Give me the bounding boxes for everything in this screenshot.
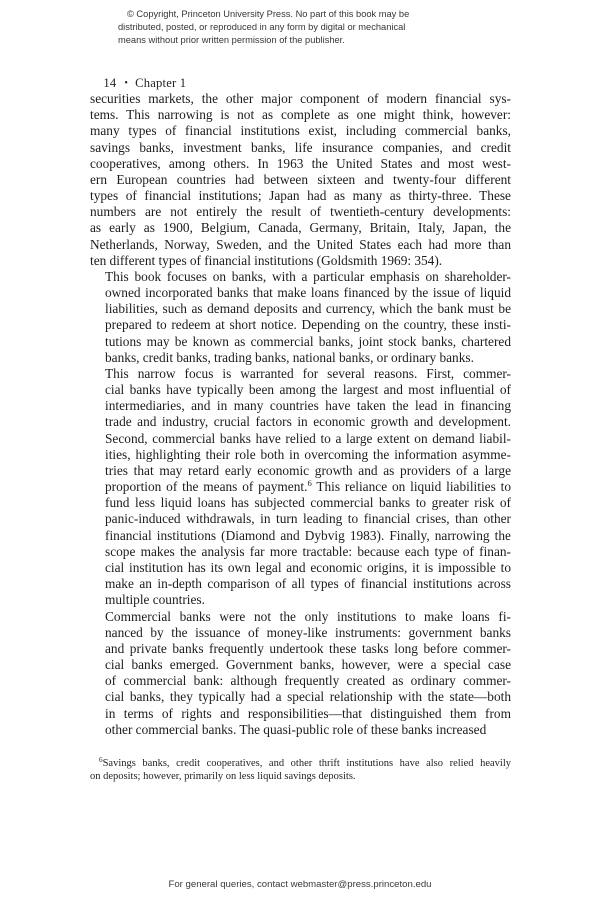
footnote-line-2: on deposits; however, primarily on less liquid savings deposits. (90, 771, 356, 783)
body-line: securities markets, the other major component of modern financial sys- (90, 91, 511, 106)
body-line: Netherlands, Norway, Sweden, and the United States each had more than (90, 236, 511, 252)
body-line: ten different types of financial institutions (Goldsmith 1969: 354). (90, 252, 443, 268)
body-line: scope makes the analysis far more tractable: because each type of finan- (105, 543, 511, 559)
body-line: other commercial banks. The quasi-public role of these banks increased (105, 721, 487, 737)
body-paragraph (90, 91, 511, 269)
copyright-notice (118, 8, 484, 48)
body-text-column (90, 91, 511, 738)
body-line: cooperatives, among others. In 1963 the United States and most west- (90, 155, 511, 171)
body-line: types of financial institutions; Japan had as many as thirty-three. These (90, 188, 511, 204)
body-line: liabilities, such as demand deposits and currency, which the bank must be (105, 301, 511, 317)
body-line: financial institutions (Diamond and Dybvig 1983). Finally, narrowing the (105, 527, 511, 543)
body-paragraph (90, 609, 511, 738)
body-line: multiple countries. (105, 592, 205, 608)
body-line: Commercial banks were not the only institutions to make loans fi- (105, 608, 511, 624)
body-line: tries that may retard early economic growth and as providers of a large (105, 462, 511, 478)
page-number: 14 (103, 76, 117, 90)
body-line: make an in-depth comparison of all types of financial institutions across (105, 576, 511, 592)
footnote-reference[interactable]: 6 (307, 478, 312, 489)
body-line: many types of financial institutions exist, including commercial banks, (90, 123, 511, 139)
body-line: prepared to redeem at short notice. Depending on the country, these insti- (105, 317, 511, 333)
body-paragraph (90, 269, 511, 366)
copyright-line-3: means without prior written permission of the publisher. (118, 35, 345, 46)
body-line: owned incorporated banks that make loans financed by the issue of liquid (105, 285, 511, 301)
body-paragraph (90, 366, 511, 609)
copyright-line-2: distributed, posted, or reproduced in any form by digital or mechanical (118, 22, 406, 33)
body-line: ities, highlighting their role both in overcoming the information asymme- (105, 446, 511, 462)
body-line: as early as 1900, Belgium, Canada, Germany, Britain, Italy, Japan, the (90, 220, 511, 236)
body-line: trade and industry, crucial factors in economic growth and development. (105, 414, 511, 430)
body-line: This book focuses on banks, with a particular emphasis on shareholder- (105, 268, 511, 284)
body-line: in terms of rights and responsibilities—that distinguished them from (105, 705, 511, 721)
body-line: savings banks, investment banks, life insurance companies, and credit (90, 139, 511, 155)
body-line: This narrow focus is warranted for several reasons. First, commer- (105, 365, 511, 381)
separator-bullet: • (124, 77, 129, 89)
chapter-label: Chapter 1 (135, 76, 187, 90)
footnote-line-1 (90, 757, 511, 770)
body-line: Second, commercial banks have relied to a large extent on demand liabil- (105, 430, 511, 446)
body-line: intermediaries, and in many countries have taken the lead in financing (105, 398, 511, 414)
footnote-block (90, 757, 511, 783)
body-line: nanced by the issuance of money-like instruments: government banks (105, 624, 511, 640)
body-line: tutions may be known as commercial banks, joint stock banks, chartered (105, 333, 511, 349)
body-line: panic-induced withdrawals, in turn leading to financial crises, than other (105, 511, 511, 527)
body-line: and private banks frequently undertook these tasks long before commer- (105, 640, 511, 656)
body-line: banks, credit banks, trading banks, national banks, or ordinary banks. (105, 349, 474, 365)
footnote-text-1: Savings banks, credit cooperatives, and other thrift institutions have also relied heavily (102, 758, 511, 769)
body-line: cial banks, they typically had a special relationship with the state—both (105, 689, 511, 705)
footnote-marker: 6 (99, 756, 103, 764)
body-line: tems. This narrowing is not as complete as one might think, however: (90, 107, 511, 123)
body-line: numbers are not entirely the result of twentieth-century developments: (90, 204, 511, 220)
body-line: cial banks emerged. Government banks, however, were a special case (105, 657, 511, 673)
body-line: proportion of the means of payment.$^6$ This reliance on liquid liabilities to (105, 478, 511, 495)
body-line: ern European countries had between sixteen and twenty-four different (90, 171, 511, 187)
copyright-line-1: © Copyright, Princeton University Press. No part of this book may be (127, 9, 410, 19)
body-line: cial banks have typically been among the largest and most influential of (105, 382, 511, 398)
body-line: of commercial bank: although frequently created as ordinary commer- (105, 673, 511, 689)
page-footer: For general queries, contact webmaster@press.princeton.edu (168, 879, 432, 890)
body-line: fund less liquid loans has subjected commercial banks to greater risk of (105, 495, 511, 511)
body-line: cial institution has its own legal and economic origins, it is impossible to (105, 559, 511, 575)
